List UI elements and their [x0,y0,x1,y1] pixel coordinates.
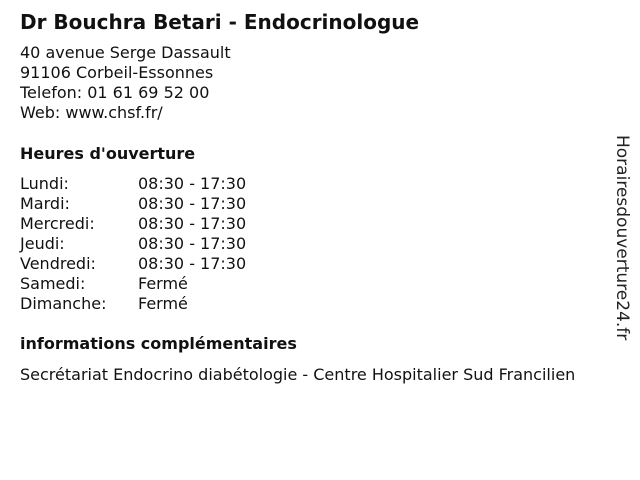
page-title: Dr Bouchra Betari - Endocrinologue [20,10,420,34]
phone-number: Telefon: 01 61 69 52 00 [20,83,210,102]
hours-value: 08:30 - 17:30 [138,194,247,213]
day-label: Jeudi: [20,234,65,253]
day-label: Mardi: [20,194,70,213]
day-label: Lundi: [20,174,69,193]
street-address: 40 avenue Serge Dassault [20,43,231,62]
day-label: Samedi: [20,274,86,293]
opening-hours-heading: Heures d'ouverture [20,144,196,163]
hours-value: 08:30 - 17:30 [138,214,247,233]
hours-value: Fermé [138,294,188,313]
hours-value: Fermé [138,274,188,293]
day-label: Vendredi: [20,254,96,273]
additional-info-heading: informations complémentaires [20,334,297,353]
additional-info-text: Secrétariat Endocrino diabétologie - Centre Hospitalier Sud Francilien [20,365,576,384]
city-address: 91106 Corbeil-Essonnes [20,63,214,82]
hours-value: 08:30 - 17:30 [138,254,247,273]
day-label: Mercredi: [20,214,95,233]
day-label: Dimanche: [20,294,107,313]
site-watermark: Horairesdouverture24.fr [612,135,632,341]
address-block [20,43,231,123]
hours-value: 08:30 - 17:30 [138,234,247,253]
website-link: Web: www.chsf.fr/ [20,103,163,122]
hours-value: 08:30 - 17:30 [138,174,247,193]
